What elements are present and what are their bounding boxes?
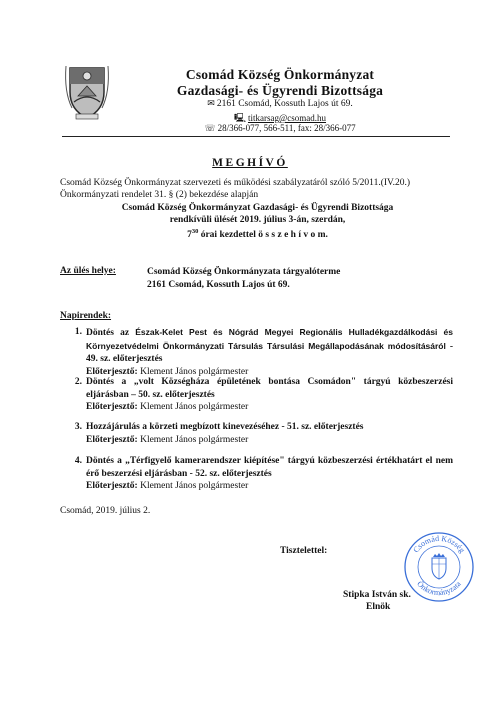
- presenter-label: Előterjesztő:: [86, 481, 138, 491]
- document-date: Csomád, 2019. július 2.: [60, 506, 151, 516]
- agenda-item-title: Döntés a „Térfigyelő kamerarendszer kiépítése" tárgyú közbeszerzési értékhatárt el nem érő beszerzési eljárásban - 52. sz. előterjesztés: [86, 456, 453, 479]
- agenda-item-title-body: Észak-Kelet Pest és Nógrád Megyei Regionális Hulladékgazdálkodási és Környezetvédelmi Önkormányzati Társulás Társulási Megállapodásának módosításáról: [86, 327, 453, 351]
- agenda-item-number: 3.: [74, 422, 82, 432]
- venue-label: Az ülés helye:: [60, 266, 116, 276]
- agenda-item-presenter: [86, 401, 453, 414]
- agenda-item-title: [86, 326, 453, 366]
- venue-line-2: 2161 Csomád, Kossuth Lajos út 69.: [147, 279, 290, 290]
- stamp-text-bottom: Önkormányzata: [415, 579, 463, 598]
- venue-block: [147, 266, 340, 291]
- envelope-icon: ✉: [207, 98, 215, 108]
- intro-paragraph: [60, 177, 455, 242]
- intro-line-3: Csomád Község Önkormányzat Gazdasági- és Ügyrendi Bizottsága: [121, 202, 394, 213]
- signer-role: Elnök: [366, 602, 391, 612]
- presenter-name: Klement János polgármester: [140, 366, 249, 377]
- intro-line-5: [60, 226, 455, 241]
- closing-greeting: Tisztelettel:: [280, 546, 328, 556]
- agenda-item: [60, 376, 453, 414]
- agenda-label: Napirendek:: [60, 311, 112, 321]
- presenter-label: Előterjesztő:: [86, 366, 138, 377]
- agenda-item: [60, 421, 453, 446]
- agenda-item-number: 1.: [74, 327, 82, 337]
- stamp-text-top: Csomád Község: [411, 533, 467, 555]
- agenda-item: [60, 455, 453, 493]
- computer-icon: 🖳: [233, 113, 246, 123]
- agenda-item: [60, 326, 453, 378]
- meeting-minute: 30: [191, 228, 199, 236]
- agenda-item-title: Hozzájárulás a körzeti megbízott kinevezéséhez - 51. sz. előterjesztés: [86, 422, 364, 432]
- intro-line-5-rest: órai kezdettel ö s s z e h í v o m.: [198, 230, 328, 241]
- agenda-item-title-lead: Döntés az: [86, 328, 136, 338]
- agenda-item-title: Döntés a „volt Községháza épületének bontása Csomádon" tárgyú közbeszerzési eljárásban – 50. sz. előterjesztés: [86, 377, 453, 400]
- official-stamp: [402, 530, 476, 604]
- intro-line-2: Önkormányzati rendelet 31. § (2) bekezdése alapján: [60, 190, 259, 201]
- presenter-label: Előterjesztő:: [86, 434, 138, 445]
- agenda-item-presenter: [86, 480, 453, 493]
- address-line: [120, 98, 440, 109]
- phone-text: 28/366-077, 566-511, fax: 28/366-077: [217, 123, 356, 133]
- intro-line-4: rendkívüli ülését 2019. július 3-án, szerdán,: [169, 214, 346, 225]
- agenda-item-presenter: [86, 434, 453, 447]
- org-name: Csomád Község Önkormányzat: [185, 67, 375, 82]
- signer-name: Stipka István sk.: [343, 590, 411, 600]
- presenter-name: Klement János polgármester: [140, 434, 249, 445]
- coat-of-arms-logo: [62, 62, 112, 122]
- agenda-item-number: 2.: [74, 377, 82, 387]
- address-text: 2161 Csomád, Kossuth Lajos út 69.: [216, 99, 353, 109]
- email-text[interactable]: titkarsag@csomad.hu: [247, 113, 327, 123]
- committee-name: Gazdasági- és Ügyrendi Bizottsága: [176, 83, 384, 98]
- presenter-name: Klement János polgármester: [140, 481, 249, 491]
- phone-icon: ☏: [204, 123, 216, 133]
- presenter-name: Klement János polgármester: [140, 402, 249, 412]
- intro-line-1: Csomád Község Önkormányzat szervezeti és működési szabályzatáról szóló 5/2011.(IV.20.): [60, 178, 411, 188]
- agenda-item-title-tail: - 49. sz. előterjesztés: [86, 341, 453, 364]
- presenter-label: Előterjesztő:: [86, 402, 138, 412]
- venue-line-1: Csomád Község Önkormányzata tárgyalóterme: [147, 267, 341, 277]
- meeting-hour: 7: [187, 230, 192, 241]
- doc-title: MEGHÍVÓ: [212, 157, 288, 169]
- agenda-item-number: 4.: [74, 456, 82, 466]
- phone-line: [120, 123, 440, 134]
- header-divider: [62, 136, 450, 137]
